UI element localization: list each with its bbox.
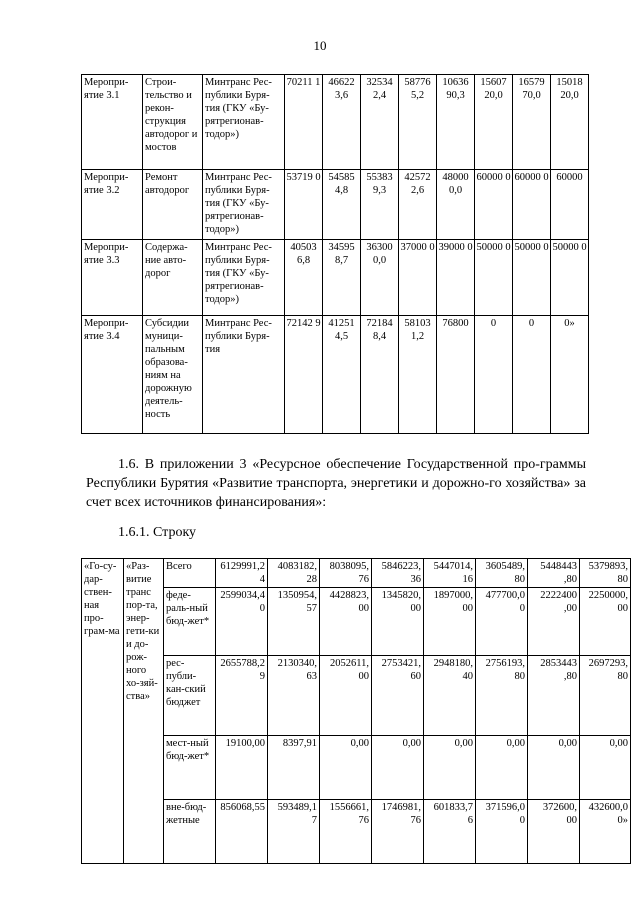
program-name-cell: «Раз-витие транс пор-та, энер-гети-ки и до-рож-ного хо-зяй-ства» [124,559,164,864]
measure-name: Меропри-ятие 3.3 [82,240,143,316]
table-cell: 58103 1,2 [399,316,437,434]
table-cell: 1345820, 00 [372,588,424,656]
measures-table [81,74,589,434]
measure-name: Меропри-ятие 3.1 [82,75,143,170]
table-cell: 2756193, 80 [476,656,528,736]
table-cell: 41251 4,5 [323,316,361,434]
table-cell: 55383 9,3 [361,170,399,240]
table-cell: 2599034,4 0 [216,588,268,656]
table-cell: 60000 [551,170,589,240]
table-row [82,656,631,736]
source-label: феде-раль-ный бюд-жет* [164,588,216,656]
table-cell: 70211 1 [285,75,323,170]
table-cell: 2130340, 63 [268,656,320,736]
table-cell: 50000 0 [475,240,513,316]
table-cell: 6129991,2 4 [216,559,268,588]
table-cell: 58776 5,2 [399,75,437,170]
table-cell: 76800 [437,316,475,434]
table-cell: 15018 20,0 [551,75,589,170]
measure-description: Ремонт автодорог [143,170,203,240]
source-label: Всего [164,559,216,588]
table-cell: 372600, 00 [528,800,580,864]
table-row [82,170,589,240]
table-cell: 5447014, 16 [424,559,476,588]
table-cell: 4083182, 28 [268,559,320,588]
measure-name: Меропри-ятие 3.4 [82,316,143,434]
table-cell: 0,00 [580,736,631,800]
table-cell: 0» [551,316,589,434]
table-cell: 0,00 [372,736,424,800]
table-cell: 8038095, 76 [320,559,372,588]
table-cell: 1897000, 00 [424,588,476,656]
table-cell: 34595 8,7 [323,240,361,316]
table-cell: 2052611, 00 [320,656,372,736]
table-cell: 48000 0,0 [437,170,475,240]
table-cell: 15607 20,0 [475,75,513,170]
table-cell: 5448443 ,80 [528,559,580,588]
table-cell: 432600,0 0» [580,800,631,864]
table-row [82,588,631,656]
table-cell: 16579 70,0 [513,75,551,170]
measure-description: Строи-тельство и рекон-струкция автодорог и мостов [143,75,203,170]
table-cell: 32534 2,4 [361,75,399,170]
table-cell: 1350954, 57 [268,588,320,656]
table-cell: 2655788,2 9 [216,656,268,736]
table-cell: 0,00 [476,736,528,800]
table-cell: 60000 0 [513,170,551,240]
table-cell: 0,00 [424,736,476,800]
table-cell: 37000 0 [399,240,437,316]
table-row [82,75,589,170]
source-label: мест-ный бюд-жет* [164,736,216,800]
table-cell: 10636 90,3 [437,75,475,170]
table-cell: 2250000, 00 [580,588,631,656]
measure-executor: Минтранс Рес-публики Буря-тия (ГКУ «Бу-рятрегионав-тодор») [203,170,285,240]
table-cell: 19100,00 [216,736,268,800]
measure-executor: Минтранс Рес-публики Буря-тия (ГКУ «Бу-рятрегионав-тодор») [203,240,285,316]
table-cell: 2222400 ,00 [528,588,580,656]
table-cell: 42572 2,6 [399,170,437,240]
table-cell: 0,00 [528,736,580,800]
table-cell: 54585 4,8 [323,170,361,240]
table-cell: 46622 3,6 [323,75,361,170]
table-cell: 50000 0 [513,240,551,316]
table-cell: 50000 0 [551,240,589,316]
measure-executor: Минтранс Рес-публики Буря-тия (ГКУ «Бу-рятрегионав-тодор») [203,75,285,170]
table-cell: 2697293, 80 [580,656,631,736]
source-label: вне-бюд-жетные [164,800,216,864]
table-row [82,800,631,864]
table-cell: 1746981, 76 [372,800,424,864]
table-cell: 0 [513,316,551,434]
table-row [82,736,631,800]
measure-name: Меропри-ятие 3.2 [82,170,143,240]
financing-table [81,558,631,864]
table-cell: 477700,0 0 [476,588,528,656]
table-cell: 5379893, 80 [580,559,631,588]
table-cell: 3605489, 80 [476,559,528,588]
program-type-cell: «Го-су-дар-ствен-ная про-грам-ма [82,559,124,864]
table-row [82,316,589,434]
table-cell: 0,00 [320,736,372,800]
table-cell: 39000 0 [437,240,475,316]
table-cell: 371596,0 0 [476,800,528,864]
paragraph-1-6: 1.6. В приложении 3 «Ресурсное обеспечение Государственной про-граммы Республики Бурятия «Развитие транспорта, энергетики и дорожно-го хозяйства» за счет всех источников финансирования»: [86,457,586,510]
measure-executor: Минтранс Рес-публики Буря-тия [203,316,285,434]
table-cell: 72142 9 [285,316,323,434]
table-cell: 2753421, 60 [372,656,424,736]
table-cell: 53719 0 [285,170,323,240]
table-cell: 36300 0,0 [361,240,399,316]
source-label: рес-публи-кан-ский бюджет [164,656,216,736]
table-row [82,240,589,316]
measure-description: Содержа-ние авто-дорог [143,240,203,316]
table-cell: 2853443 ,80 [528,656,580,736]
table-cell: 40503 6,8 [285,240,323,316]
table-cell: 601833,7 6 [424,800,476,864]
measure-description: Субсидии муници-пальным образова-ниям на дорожную деятель-ность [143,316,203,434]
table-cell: 593489,1 7 [268,800,320,864]
table-cell: 4428823, 00 [320,588,372,656]
page-number: 10 [313,38,327,53]
table-cell: 72184 8,4 [361,316,399,434]
table-cell: 60000 0 [475,170,513,240]
table-cell: 856068,55 [216,800,268,864]
paragraph-1-6-1: 1.6.1. Строку [118,525,197,540]
table-cell: 5846223, 36 [372,559,424,588]
table-cell: 2948180, 40 [424,656,476,736]
table-row [82,559,631,588]
table-cell: 0 [475,316,513,434]
table-cell: 1556661, 76 [320,800,372,864]
table-cell: 8397,91 [268,736,320,800]
